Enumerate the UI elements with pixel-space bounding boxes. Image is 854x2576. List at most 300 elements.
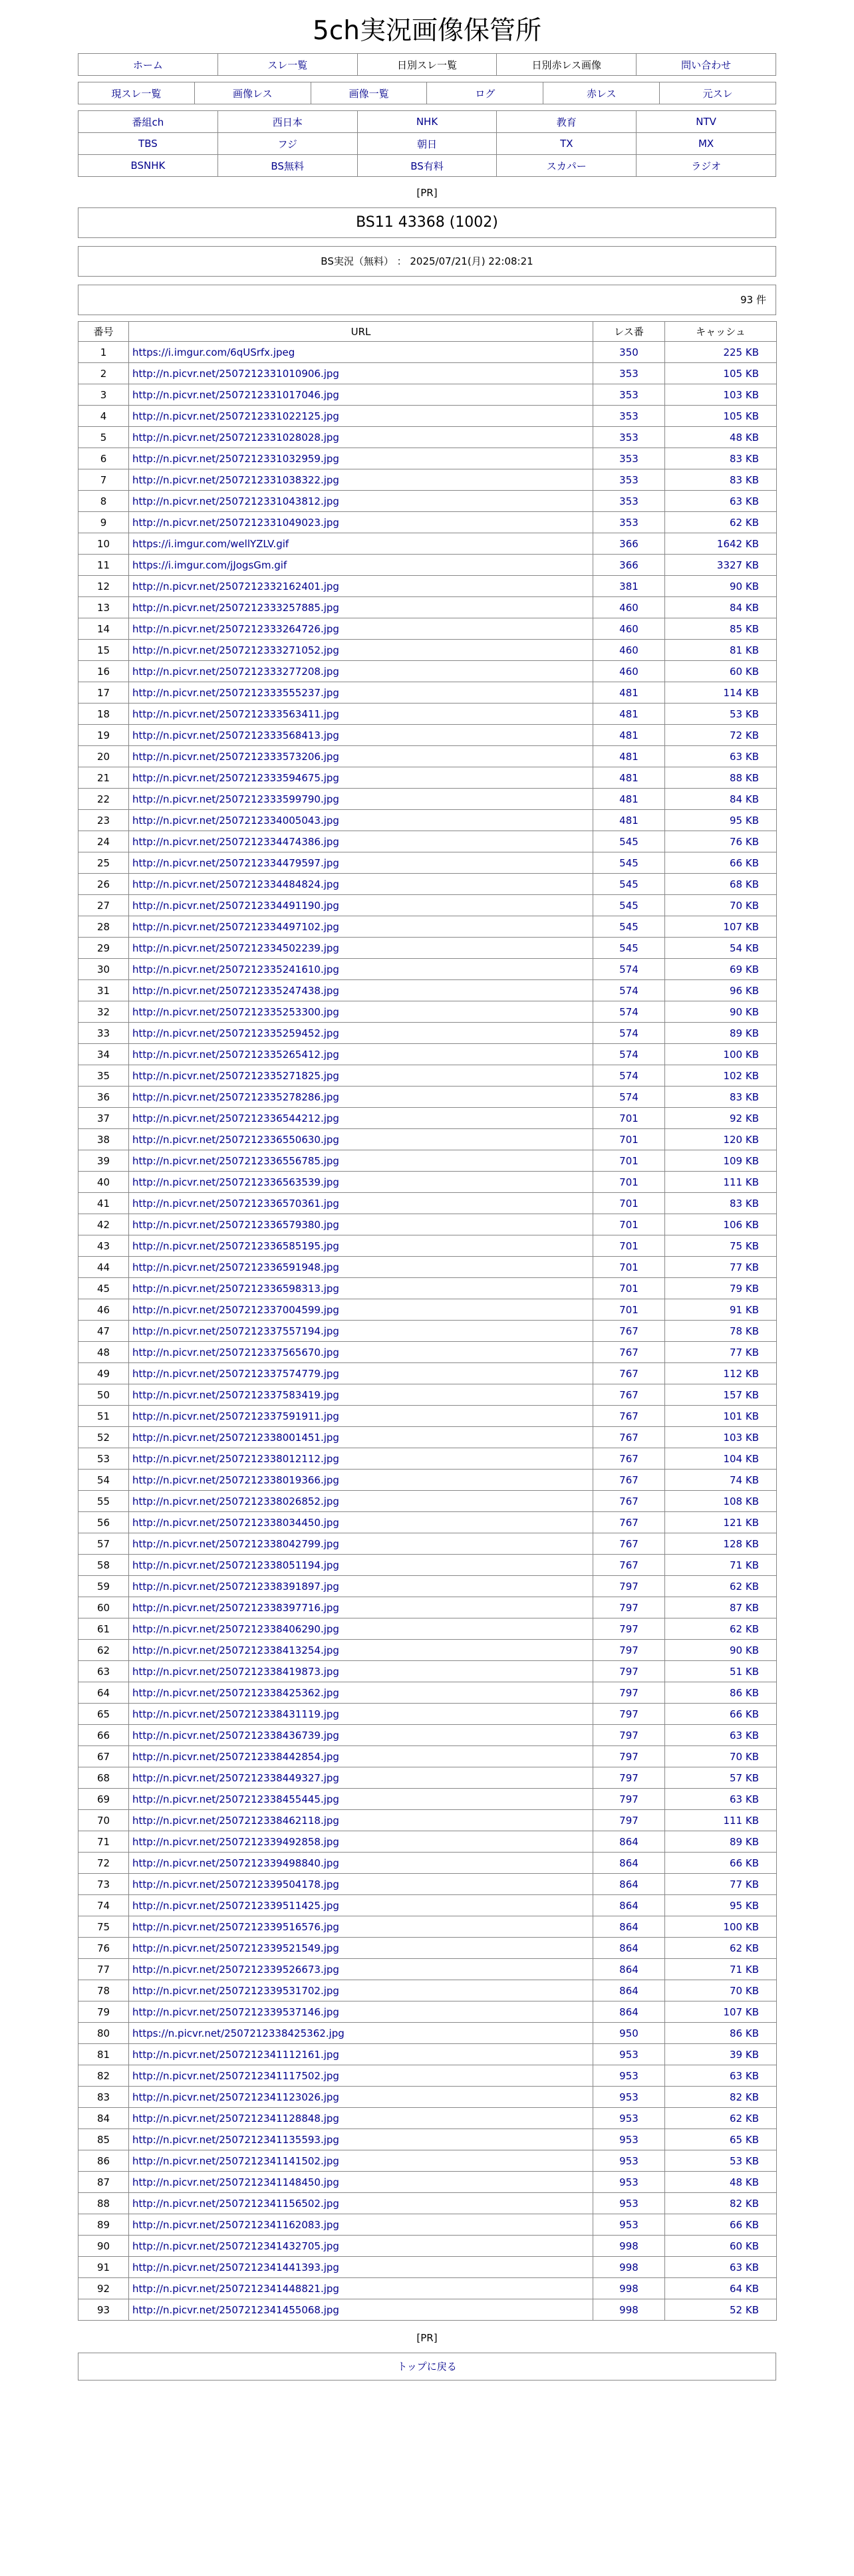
row-cache-link[interactable]: 87 KB (665, 1597, 777, 1618)
row-res-link[interactable]: 953 (593, 2172, 665, 2193)
channel-link[interactable]: 番組ch (132, 116, 164, 128)
row-res-link[interactable]: 767 (593, 1384, 665, 1406)
row-res-link[interactable]: 701 (593, 1172, 665, 1193)
nav-original-thread-link[interactable]: 元スレ (702, 87, 733, 100)
row-cache-link[interactable]: 75 KB (665, 1235, 777, 1257)
row-cache-link[interactable]: 79 KB (665, 1278, 777, 1299)
nav-home-link[interactable]: ホーム (132, 59, 163, 71)
row-res-link[interactable]: 381 (593, 576, 665, 597)
row-res-link[interactable]: 998 (593, 2236, 665, 2257)
row-cache-link[interactable]: 83 KB (665, 1193, 777, 1214)
row-res-link[interactable]: 574 (593, 980, 665, 1001)
row-res-link[interactable]: 953 (593, 2214, 665, 2236)
row-res-link[interactable]: 701 (593, 1257, 665, 1278)
row-res-link[interactable]: 574 (593, 1087, 665, 1108)
channel-link[interactable]: 西日本 (272, 116, 303, 128)
row-res-link[interactable]: 797 (593, 1640, 665, 1661)
row-cache-link[interactable]: 225 KB (665, 342, 777, 363)
row-url-link[interactable]: http://n.picvr.net/2507212336598313.jpg (132, 1282, 339, 1295)
row-url-link[interactable]: http://n.picvr.net/2507212336556785.jpg (132, 1154, 339, 1167)
row-res-link[interactable]: 701 (593, 1299, 665, 1321)
channel-bs-paid[interactable] (357, 155, 497, 177)
row-url-link[interactable]: http://n.picvr.net/2507212339511425.jpg (132, 1899, 339, 1912)
row-cache-link[interactable]: 72 KB (665, 725, 777, 746)
row-res-link[interactable]: 545 (593, 895, 665, 916)
row-url-link[interactable]: https://i.imgur.com/6qUSrfx.jpeg (132, 346, 295, 358)
row-cache-link[interactable]: 69 KB (665, 959, 777, 980)
channel-nhk[interactable] (357, 111, 497, 133)
row-res-link[interactable]: 953 (593, 2087, 665, 2108)
row-url-link[interactable]: http://n.picvr.net/2507212335271825.jpg (132, 1069, 339, 1082)
row-url-link[interactable]: http://n.picvr.net/2507212339537146.jpg (132, 2005, 339, 2018)
row-url-link[interactable]: http://n.picvr.net/2507212339521549.jpg (132, 1942, 339, 1954)
nav-red-res[interactable] (543, 82, 660, 104)
row-cache-link[interactable]: 102 KB (665, 1065, 777, 1087)
nav-thread-list[interactable] (217, 54, 357, 76)
row-res-link[interactable]: 767 (593, 1555, 665, 1576)
row-cache-link[interactable]: 64 KB (665, 2278, 777, 2299)
row-res-link[interactable]: 574 (593, 959, 665, 980)
row-cache-link[interactable]: 90 KB (665, 1001, 777, 1023)
row-url-link[interactable]: http://n.picvr.net/2507212341135593.jpg (132, 2133, 339, 2146)
row-cache-link[interactable]: 121 KB (665, 1512, 777, 1533)
row-res-link[interactable]: 481 (593, 725, 665, 746)
row-res-link[interactable]: 797 (593, 1576, 665, 1597)
row-res-link[interactable]: 864 (593, 1831, 665, 1853)
row-res-link[interactable]: 998 (593, 2257, 665, 2278)
row-res-link[interactable]: 574 (593, 1001, 665, 1023)
row-url-link[interactable]: http://n.picvr.net/2507212341162083.jpg (132, 2218, 339, 2231)
row-res-link[interactable]: 353 (593, 384, 665, 406)
row-url-link[interactable]: http://n.picvr.net/2507212331017046.jpg (132, 388, 339, 401)
row-url-link[interactable]: http://n.picvr.net/2507212336563539.jpg (132, 1176, 339, 1188)
row-res-link[interactable]: 545 (593, 874, 665, 895)
row-cache-link[interactable]: 48 KB (665, 2172, 777, 2193)
row-url-link[interactable]: http://n.picvr.net/2507212333568413.jpg (132, 729, 339, 741)
row-res-link[interactable]: 353 (593, 363, 665, 384)
row-url-link[interactable]: http://n.picvr.net/2507212335278286.jpg (132, 1091, 339, 1103)
row-url-link[interactable]: http://n.picvr.net/2507212338012112.jpg (132, 1452, 339, 1465)
row-res-link[interactable]: 701 (593, 1235, 665, 1257)
row-res-link[interactable]: 481 (593, 682, 665, 704)
row-res-link[interactable]: 953 (593, 2044, 665, 2065)
row-url-link[interactable]: http://n.picvr.net/2507212341112161.jpg (132, 2048, 339, 2061)
row-url-link[interactable]: http://n.picvr.net/2507212331010906.jpg (132, 367, 339, 380)
row-url-link[interactable]: http://n.picvr.net/2507212334502239.jpg (132, 942, 339, 954)
row-cache-link[interactable]: 105 KB (665, 406, 777, 427)
row-url-link[interactable]: http://n.picvr.net/2507212338442854.jpg (132, 1750, 339, 1763)
row-url-link[interactable]: http://n.picvr.net/2507212338026852.jpg (132, 1495, 339, 1507)
row-res-link[interactable]: 797 (593, 1618, 665, 1640)
row-cache-link[interactable]: 83 KB (665, 469, 777, 491)
channel-ntv[interactable] (637, 111, 776, 133)
row-cache-link[interactable]: 62 KB (665, 512, 777, 533)
row-cache-link[interactable]: 66 KB (665, 1853, 777, 1874)
row-res-link[interactable]: 353 (593, 448, 665, 469)
row-res-link[interactable]: 767 (593, 1533, 665, 1555)
channel-link[interactable]: BS有料 (410, 160, 444, 172)
row-url-link[interactable]: http://n.picvr.net/2507212332162401.jpg (132, 580, 339, 592)
row-url-link[interactable]: http://n.picvr.net/2507212338425362.jpg (132, 1686, 339, 1699)
row-cache-link[interactable]: 63 KB (665, 746, 777, 767)
nav-original-thread[interactable] (660, 82, 776, 104)
row-cache-link[interactable]: 3327 KB (665, 555, 777, 576)
row-res-link[interactable]: 797 (593, 1789, 665, 1810)
row-url-link[interactable]: http://n.picvr.net/2507212331043812.jpg (132, 495, 339, 507)
row-url-link[interactable]: http://n.picvr.net/2507212341448821.jpg (132, 2282, 339, 2295)
row-cache-link[interactable]: 60 KB (665, 2236, 777, 2257)
channel-bs-free[interactable] (217, 155, 357, 177)
row-res-link[interactable]: 545 (593, 938, 665, 959)
row-cache-link[interactable]: 88 KB (665, 767, 777, 789)
row-cache-link[interactable]: 66 KB (665, 852, 777, 874)
row-cache-link[interactable]: 108 KB (665, 1491, 777, 1512)
row-cache-link[interactable]: 77 KB (665, 1874, 777, 1895)
row-cache-link[interactable]: 54 KB (665, 938, 777, 959)
nav-log-link[interactable]: ログ (475, 87, 496, 100)
channel-skyperfect[interactable] (497, 155, 637, 177)
row-cache-link[interactable]: 96 KB (665, 980, 777, 1001)
row-url-link[interactable]: http://n.picvr.net/2507212337574779.jpg (132, 1367, 339, 1380)
row-cache-link[interactable]: 83 KB (665, 1087, 777, 1108)
row-cache-link[interactable]: 65 KB (665, 2129, 777, 2150)
row-cache-link[interactable]: 63 KB (665, 2065, 777, 2087)
row-res-link[interactable]: 864 (593, 2001, 665, 2023)
row-url-link[interactable]: http://n.picvr.net/2507212333264726.jpg (132, 622, 339, 635)
row-url-link[interactable]: http://n.picvr.net/2507212333594675.jpg (132, 771, 339, 784)
row-url-link[interactable]: http://n.picvr.net/2507212331032959.jpg (132, 452, 339, 465)
row-url-link[interactable]: http://n.picvr.net/2507212338413254.jpg (132, 1644, 339, 1656)
row-cache-link[interactable]: 101 KB (665, 1406, 777, 1427)
row-url-link[interactable]: http://n.picvr.net/2507212338019366.jpg (132, 1474, 339, 1486)
back-to-top-box[interactable] (78, 2353, 776, 2381)
row-url-link[interactable]: http://n.picvr.net/2507212338391897.jpg (132, 1580, 339, 1593)
channel-link[interactable]: スカパー (546, 160, 587, 172)
row-url-link[interactable]: http://n.picvr.net/2507212341441393.jpg (132, 2261, 339, 2273)
row-url-link[interactable]: http://n.picvr.net/2507212339492858.jpg (132, 1835, 339, 1848)
row-url-link[interactable]: http://n.picvr.net/2507212337004599.jpg (132, 1303, 339, 1316)
row-cache-link[interactable]: 77 KB (665, 1342, 777, 1363)
row-cache-link[interactable]: 107 KB (665, 2001, 777, 2023)
row-res-link[interactable]: 701 (593, 1193, 665, 1214)
channel-asahi[interactable] (357, 133, 497, 155)
row-cache-link[interactable]: 84 KB (665, 597, 777, 618)
channel-bangumi[interactable] (78, 111, 218, 133)
channel-link[interactable]: 朝日 (416, 138, 437, 150)
row-url-link[interactable]: http://n.picvr.net/2507212341455068.jpg (132, 2303, 339, 2316)
row-cache-link[interactable]: 100 KB (665, 1916, 777, 1938)
row-cache-link[interactable]: 109 KB (665, 1150, 777, 1172)
row-res-link[interactable]: 797 (593, 1810, 665, 1831)
row-cache-link[interactable]: 53 KB (665, 2150, 777, 2172)
nav-red-res-link[interactable]: 赤レス (586, 87, 617, 100)
row-url-link[interactable]: http://n.picvr.net/2507212339531702.jpg (132, 1984, 339, 1997)
row-res-link[interactable]: 797 (593, 1767, 665, 1789)
row-res-link[interactable]: 481 (593, 704, 665, 725)
channel-nishinihon[interactable] (217, 111, 357, 133)
row-cache-link[interactable]: 86 KB (665, 2023, 777, 2044)
row-url-link[interactable]: http://n.picvr.net/2507212341148450.jpg (132, 2176, 339, 2188)
row-url-link[interactable]: http://n.picvr.net/2507212338431119.jpg (132, 1708, 339, 1720)
row-url-link[interactable]: http://n.picvr.net/2507212337591911.jpg (132, 1410, 339, 1422)
row-url-link[interactable]: https://n.picvr.net/2507212338425362.jpg (132, 2027, 345, 2039)
row-cache-link[interactable]: 111 KB (665, 1810, 777, 1831)
channel-link[interactable]: NTV (696, 116, 716, 128)
row-url-link[interactable]: http://n.picvr.net/2507212341128848.jpg (132, 2112, 339, 2125)
row-cache-link[interactable]: 81 KB (665, 640, 777, 661)
row-url-link[interactable]: http://n.picvr.net/2507212339516576.jpg (132, 1920, 339, 1933)
row-cache-link[interactable]: 66 KB (665, 1704, 777, 1725)
row-cache-link[interactable]: 92 KB (665, 1108, 777, 1129)
row-url-link[interactable]: http://n.picvr.net/2507212339504178.jpg (132, 1878, 339, 1890)
row-res-link[interactable]: 701 (593, 1129, 665, 1150)
row-url-link[interactable]: http://n.picvr.net/2507212334479597.jpg (132, 856, 339, 869)
row-res-link[interactable]: 545 (593, 831, 665, 852)
row-cache-link[interactable]: 86 KB (665, 1682, 777, 1704)
row-res-link[interactable]: 953 (593, 2108, 665, 2129)
row-res-link[interactable]: 953 (593, 2129, 665, 2150)
row-res-link[interactable]: 797 (593, 1704, 665, 1725)
row-url-link[interactable]: http://n.picvr.net/2507212335265412.jpg (132, 1048, 339, 1061)
row-res-link[interactable]: 481 (593, 746, 665, 767)
row-url-link[interactable]: http://n.picvr.net/2507212333573206.jpg (132, 750, 339, 763)
row-url-link[interactable]: http://n.picvr.net/2507212334484824.jpg (132, 878, 339, 890)
channel-link[interactable]: フジ (277, 138, 297, 150)
channel-radio[interactable] (637, 155, 776, 177)
row-res-link[interactable]: 797 (593, 1725, 665, 1746)
row-url-link[interactable]: http://n.picvr.net/2507212333257885.jpg (132, 601, 339, 614)
row-res-link[interactable]: 460 (593, 597, 665, 618)
row-url-link[interactable]: http://n.picvr.net/2507212335241610.jpg (132, 963, 339, 975)
row-url-link[interactable]: http://n.picvr.net/2507212337565670.jpg (132, 1346, 339, 1358)
row-res-link[interactable]: 797 (593, 1597, 665, 1618)
nav-image-res[interactable] (194, 82, 311, 104)
row-res-link[interactable]: 574 (593, 1044, 665, 1065)
channel-link[interactable]: MX (698, 138, 714, 150)
row-cache-link[interactable]: 77 KB (665, 1257, 777, 1278)
back-to-top-link[interactable]: トップに戻る (397, 2361, 457, 2373)
nav-contact[interactable] (637, 54, 776, 76)
row-cache-link[interactable]: 106 KB (665, 1214, 777, 1235)
row-cache-link[interactable]: 91 KB (665, 1299, 777, 1321)
row-url-link[interactable]: http://n.picvr.net/2507212338397716.jpg (132, 1601, 339, 1614)
row-url-link[interactable]: http://n.picvr.net/2507212341432705.jpg (132, 2240, 339, 2252)
row-cache-link[interactable]: 107 KB (665, 916, 777, 938)
row-cache-link[interactable]: 103 KB (665, 1427, 777, 1448)
row-res-link[interactable]: 950 (593, 2023, 665, 2044)
row-url-link[interactable]: http://n.picvr.net/2507212338051194.jpg (132, 1559, 339, 1571)
row-res-link[interactable]: 701 (593, 1278, 665, 1299)
row-url-link[interactable]: http://n.picvr.net/2507212333555237.jpg (132, 686, 339, 699)
row-cache-link[interactable]: 63 KB (665, 1725, 777, 1746)
row-cache-link[interactable]: 62 KB (665, 2108, 777, 2129)
row-res-link[interactable]: 797 (593, 1746, 665, 1767)
row-url-link[interactable]: http://n.picvr.net/2507212336570361.jpg (132, 1197, 339, 1210)
row-res-link[interactable]: 953 (593, 2065, 665, 2087)
row-url-link[interactable]: https://i.imgur.com/jJogsGm.gif (132, 559, 287, 571)
row-url-link[interactable]: http://n.picvr.net/2507212336585195.jpg (132, 1239, 339, 1252)
row-cache-link[interactable]: 62 KB (665, 1618, 777, 1640)
row-url-link[interactable]: http://n.picvr.net/2507212334497102.jpg (132, 920, 339, 933)
channel-link[interactable]: BSNHK (130, 160, 166, 172)
channel-tbs[interactable] (78, 133, 218, 155)
row-url-link[interactable]: http://n.picvr.net/2507212334474386.jpg (132, 835, 339, 848)
row-url-link[interactable]: http://n.picvr.net/2507212341141502.jpg (132, 2154, 339, 2167)
row-url-link[interactable]: http://n.picvr.net/2507212338034450.jpg (132, 1516, 339, 1529)
row-url-link[interactable]: http://n.picvr.net/2507212338455445.jpg (132, 1793, 339, 1805)
channel-link[interactable]: 教育 (556, 116, 577, 128)
row-cache-link[interactable]: 39 KB (665, 2044, 777, 2065)
row-url-link[interactable]: http://n.picvr.net/2507212334005043.jpg (132, 814, 339, 827)
row-cache-link[interactable]: 89 KB (665, 1023, 777, 1044)
row-cache-link[interactable]: 90 KB (665, 576, 777, 597)
row-cache-link[interactable]: 95 KB (665, 810, 777, 831)
row-res-link[interactable]: 353 (593, 469, 665, 491)
channel-link[interactable]: NHK (416, 116, 438, 128)
row-cache-link[interactable]: 57 KB (665, 1767, 777, 1789)
row-url-link[interactable]: http://n.picvr.net/2507212331022125.jpg (132, 410, 339, 422)
row-cache-link[interactable]: 1642 KB (665, 533, 777, 555)
row-res-link[interactable]: 864 (593, 1874, 665, 1895)
row-res-link[interactable]: 353 (593, 427, 665, 448)
nav-contact-link[interactable]: 問い合わせ (681, 59, 732, 71)
row-res-link[interactable]: 864 (593, 1938, 665, 1959)
row-cache-link[interactable]: 112 KB (665, 1363, 777, 1384)
row-url-link[interactable]: http://n.picvr.net/2507212338449327.jpg (132, 1771, 339, 1784)
channel-fuji[interactable] (217, 133, 357, 155)
channel-link[interactable]: ラジオ (691, 160, 722, 172)
row-cache-link[interactable]: 63 KB (665, 1789, 777, 1810)
row-url-link[interactable]: http://n.picvr.net/2507212331049023.jpg (132, 516, 339, 529)
row-url-link[interactable]: http://n.picvr.net/2507212333277208.jpg (132, 665, 339, 678)
row-cache-link[interactable]: 71 KB (665, 1959, 777, 1980)
row-cache-link[interactable]: 157 KB (665, 1384, 777, 1406)
row-cache-link[interactable]: 52 KB (665, 2299, 777, 2321)
row-res-link[interactable]: 460 (593, 640, 665, 661)
row-cache-link[interactable]: 84 KB (665, 789, 777, 810)
row-url-link[interactable]: http://n.picvr.net/2507212335259452.jpg (132, 1027, 339, 1039)
row-cache-link[interactable]: 71 KB (665, 1555, 777, 1576)
row-url-link[interactable]: http://n.picvr.net/2507212335247438.jpg (132, 984, 339, 997)
row-res-link[interactable]: 366 (593, 555, 665, 576)
row-res-link[interactable]: 545 (593, 852, 665, 874)
row-cache-link[interactable]: 111 KB (665, 1172, 777, 1193)
nav-current-threads-link[interactable]: 現スレ一覧 (111, 87, 162, 100)
row-url-link[interactable]: http://n.picvr.net/2507212336544212.jpg (132, 1112, 339, 1124)
row-res-link[interactable]: 767 (593, 1427, 665, 1448)
row-cache-link[interactable]: 105 KB (665, 363, 777, 384)
row-cache-link[interactable]: 60 KB (665, 661, 777, 682)
row-res-link[interactable]: 767 (593, 1406, 665, 1427)
row-url-link[interactable]: http://n.picvr.net/2507212331028028.jpg (132, 431, 339, 444)
row-res-link[interactable]: 864 (593, 1980, 665, 2001)
row-url-link[interactable]: http://n.picvr.net/2507212333271052.jpg (132, 644, 339, 656)
row-url-link[interactable]: http://n.picvr.net/2507212338001451.jpg (132, 1431, 339, 1444)
row-cache-link[interactable]: 62 KB (665, 1938, 777, 1959)
row-res-link[interactable]: 797 (593, 1661, 665, 1682)
row-cache-link[interactable]: 70 KB (665, 1980, 777, 2001)
row-cache-link[interactable]: 128 KB (665, 1533, 777, 1555)
row-url-link[interactable]: https://i.imgur.com/wellYZLV.gif (132, 537, 289, 550)
row-url-link[interactable]: http://n.picvr.net/2507212341117502.jpg (132, 2069, 339, 2082)
row-cache-link[interactable]: 68 KB (665, 874, 777, 895)
row-url-link[interactable]: http://n.picvr.net/2507212338436739.jpg (132, 1729, 339, 1741)
row-url-link[interactable]: http://n.picvr.net/2507212336579380.jpg (132, 1218, 339, 1231)
row-res-link[interactable]: 864 (593, 1895, 665, 1916)
row-cache-link[interactable]: 100 KB (665, 1044, 777, 1065)
row-url-link[interactable]: http://n.picvr.net/2507212336550630.jpg (132, 1133, 339, 1146)
channel-bsnhk[interactable] (78, 155, 218, 177)
row-cache-link[interactable]: 74 KB (665, 1470, 777, 1491)
row-cache-link[interactable]: 78 KB (665, 1321, 777, 1342)
row-url-link[interactable]: http://n.picvr.net/2507212337557194.jpg (132, 1325, 339, 1337)
row-url-link[interactable]: http://n.picvr.net/2507212339526673.jpg (132, 1963, 339, 1976)
row-url-link[interactable]: http://n.picvr.net/2507212331038322.jpg (132, 473, 339, 486)
row-url-link[interactable]: http://n.picvr.net/2507212341123026.jpg (132, 2091, 339, 2103)
row-url-link[interactable]: http://n.picvr.net/2507212341156502.jpg (132, 2197, 339, 2210)
nav-image-list[interactable] (311, 82, 427, 104)
row-url-link[interactable]: http://n.picvr.net/2507212333563411.jpg (132, 708, 339, 720)
row-res-link[interactable]: 701 (593, 1150, 665, 1172)
row-res-link[interactable]: 574 (593, 1023, 665, 1044)
row-cache-link[interactable]: 83 KB (665, 448, 777, 469)
row-res-link[interactable]: 481 (593, 789, 665, 810)
nav-home[interactable] (78, 54, 218, 76)
row-url-link[interactable]: http://n.picvr.net/2507212336591948.jpg (132, 1261, 339, 1273)
row-res-link[interactable]: 767 (593, 1363, 665, 1384)
row-url-link[interactable]: http://n.picvr.net/2507212338462118.jpg (132, 1814, 339, 1827)
row-res-link[interactable]: 767 (593, 1448, 665, 1470)
row-res-link[interactable]: 574 (593, 1065, 665, 1087)
row-res-link[interactable]: 767 (593, 1512, 665, 1533)
row-cache-link[interactable]: 82 KB (665, 2193, 777, 2214)
row-cache-link[interactable]: 120 KB (665, 1129, 777, 1150)
row-url-link[interactable]: http://n.picvr.net/2507212333599790.jpg (132, 793, 339, 805)
row-res-link[interactable]: 366 (593, 533, 665, 555)
row-res-link[interactable]: 998 (593, 2299, 665, 2321)
row-url-link[interactable]: http://n.picvr.net/2507212338406290.jpg (132, 1622, 339, 1635)
row-cache-link[interactable]: 66 KB (665, 2214, 777, 2236)
row-res-link[interactable]: 353 (593, 512, 665, 533)
row-cache-link[interactable]: 53 KB (665, 704, 777, 725)
row-res-link[interactable]: 701 (593, 1108, 665, 1129)
row-cache-link[interactable]: 114 KB (665, 682, 777, 704)
channel-link[interactable]: BS無料 (271, 160, 304, 172)
row-res-link[interactable]: 481 (593, 767, 665, 789)
row-cache-link[interactable]: 90 KB (665, 1640, 777, 1661)
row-res-link[interactable]: 953 (593, 2193, 665, 2214)
channel-kyoiku[interactable] (497, 111, 637, 133)
row-cache-link[interactable]: 89 KB (665, 1831, 777, 1853)
row-url-link[interactable]: http://n.picvr.net/2507212337583419.jpg (132, 1388, 339, 1401)
row-cache-link[interactable]: 48 KB (665, 427, 777, 448)
row-res-link[interactable]: 481 (593, 810, 665, 831)
row-cache-link[interactable]: 85 KB (665, 618, 777, 640)
row-res-link[interactable]: 864 (593, 1853, 665, 1874)
nav-log[interactable] (427, 82, 543, 104)
row-res-link[interactable]: 953 (593, 2150, 665, 2172)
row-cache-link[interactable]: 103 KB (665, 384, 777, 406)
row-res-link[interactable]: 353 (593, 406, 665, 427)
row-cache-link[interactable]: 51 KB (665, 1661, 777, 1682)
nav-thread-list-link[interactable]: スレ一覧 (267, 59, 308, 71)
row-cache-link[interactable]: 76 KB (665, 831, 777, 852)
channel-link[interactable]: TX (560, 138, 573, 150)
row-res-link[interactable]: 998 (593, 2278, 665, 2299)
nav-image-list-link[interactable]: 画像一覧 (349, 87, 389, 100)
channel-mx[interactable] (637, 133, 776, 155)
nav-image-res-link[interactable]: 画像レス (232, 87, 273, 100)
